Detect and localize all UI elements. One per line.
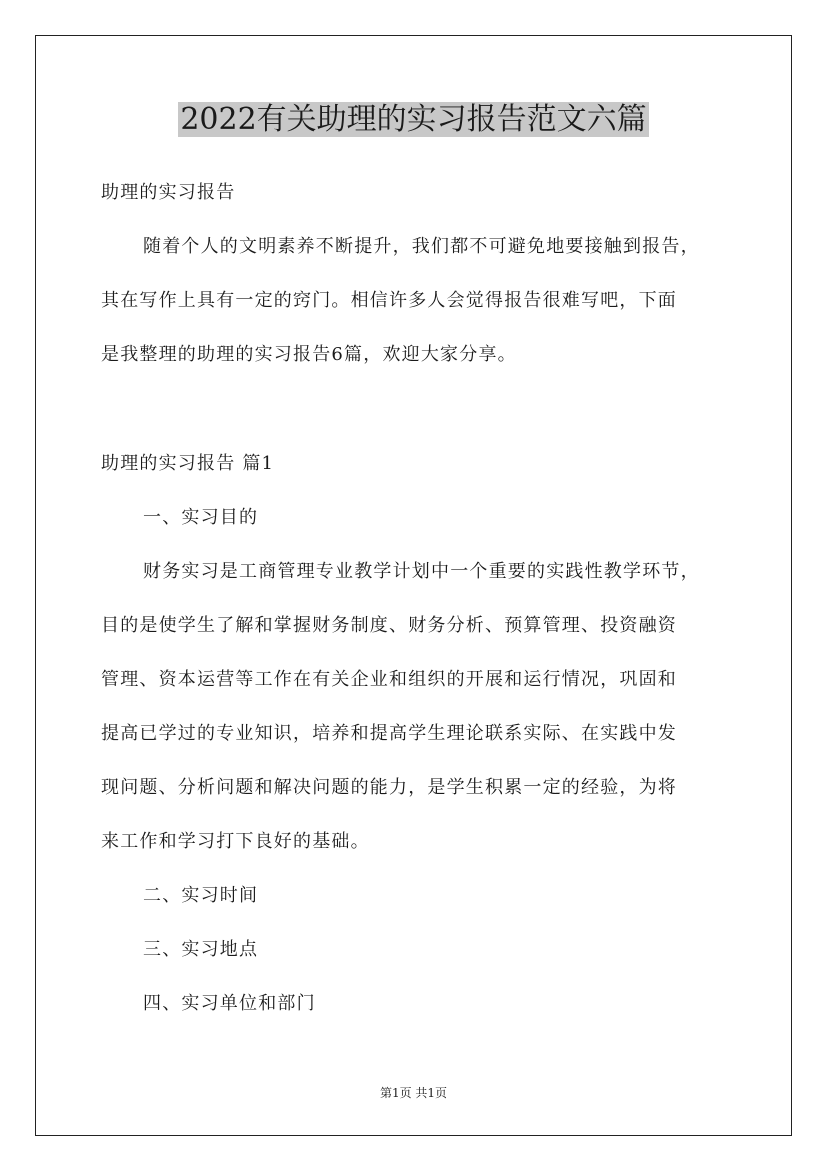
paragraph-line: 其在写作上具有一定的窍门。相信许多人会觉得报告很难写吧，下面 bbox=[101, 290, 677, 311]
document-title-block bbox=[0, 100, 827, 140]
page-footer: 第1页 共1页 bbox=[379, 1086, 448, 1100]
document-title: 2022有关助理的实习报告范文六篇 bbox=[180, 102, 647, 137]
subheading: 二、实习时间 bbox=[143, 885, 259, 906]
paragraph-line: 目的是使学生了解和掌握财务制度、财务分析、预算管理、投资融资 bbox=[101, 615, 677, 636]
paragraph-line: 财务实习是工商管理专业教学计划中一个重要的实践性教学环节， bbox=[143, 561, 700, 582]
paragraph-line: 提高已学过的专业知识，培养和提高学生理论联系实际、在实践中发 bbox=[101, 723, 677, 744]
paragraph-line: 现问题、分析问题和解决问题的能力，是学生积累一定的经验，为将 bbox=[101, 777, 677, 798]
section-heading: 助理的实习报告 篇1 bbox=[101, 453, 275, 474]
section-heading: 助理的实习报告 bbox=[101, 182, 236, 203]
paragraph-line: 管理、资本运营等工作在有关企业和组织的开展和运行情况，巩固和 bbox=[101, 669, 677, 690]
subheading: 四、实习单位和部门 bbox=[143, 993, 316, 1014]
paragraph-line: 来工作和学习打下良好的基础。 bbox=[101, 831, 370, 852]
subheading: 一、实习目的 bbox=[143, 507, 259, 528]
paragraph-line: 随着个人的文明素养不断提升，我们都不可避免地要接触到报告， bbox=[143, 236, 700, 257]
subheading: 三、实习地点 bbox=[143, 939, 259, 960]
paragraph-line: 是我整理的助理的实习报告6篇，欢迎大家分享。 bbox=[101, 344, 517, 365]
